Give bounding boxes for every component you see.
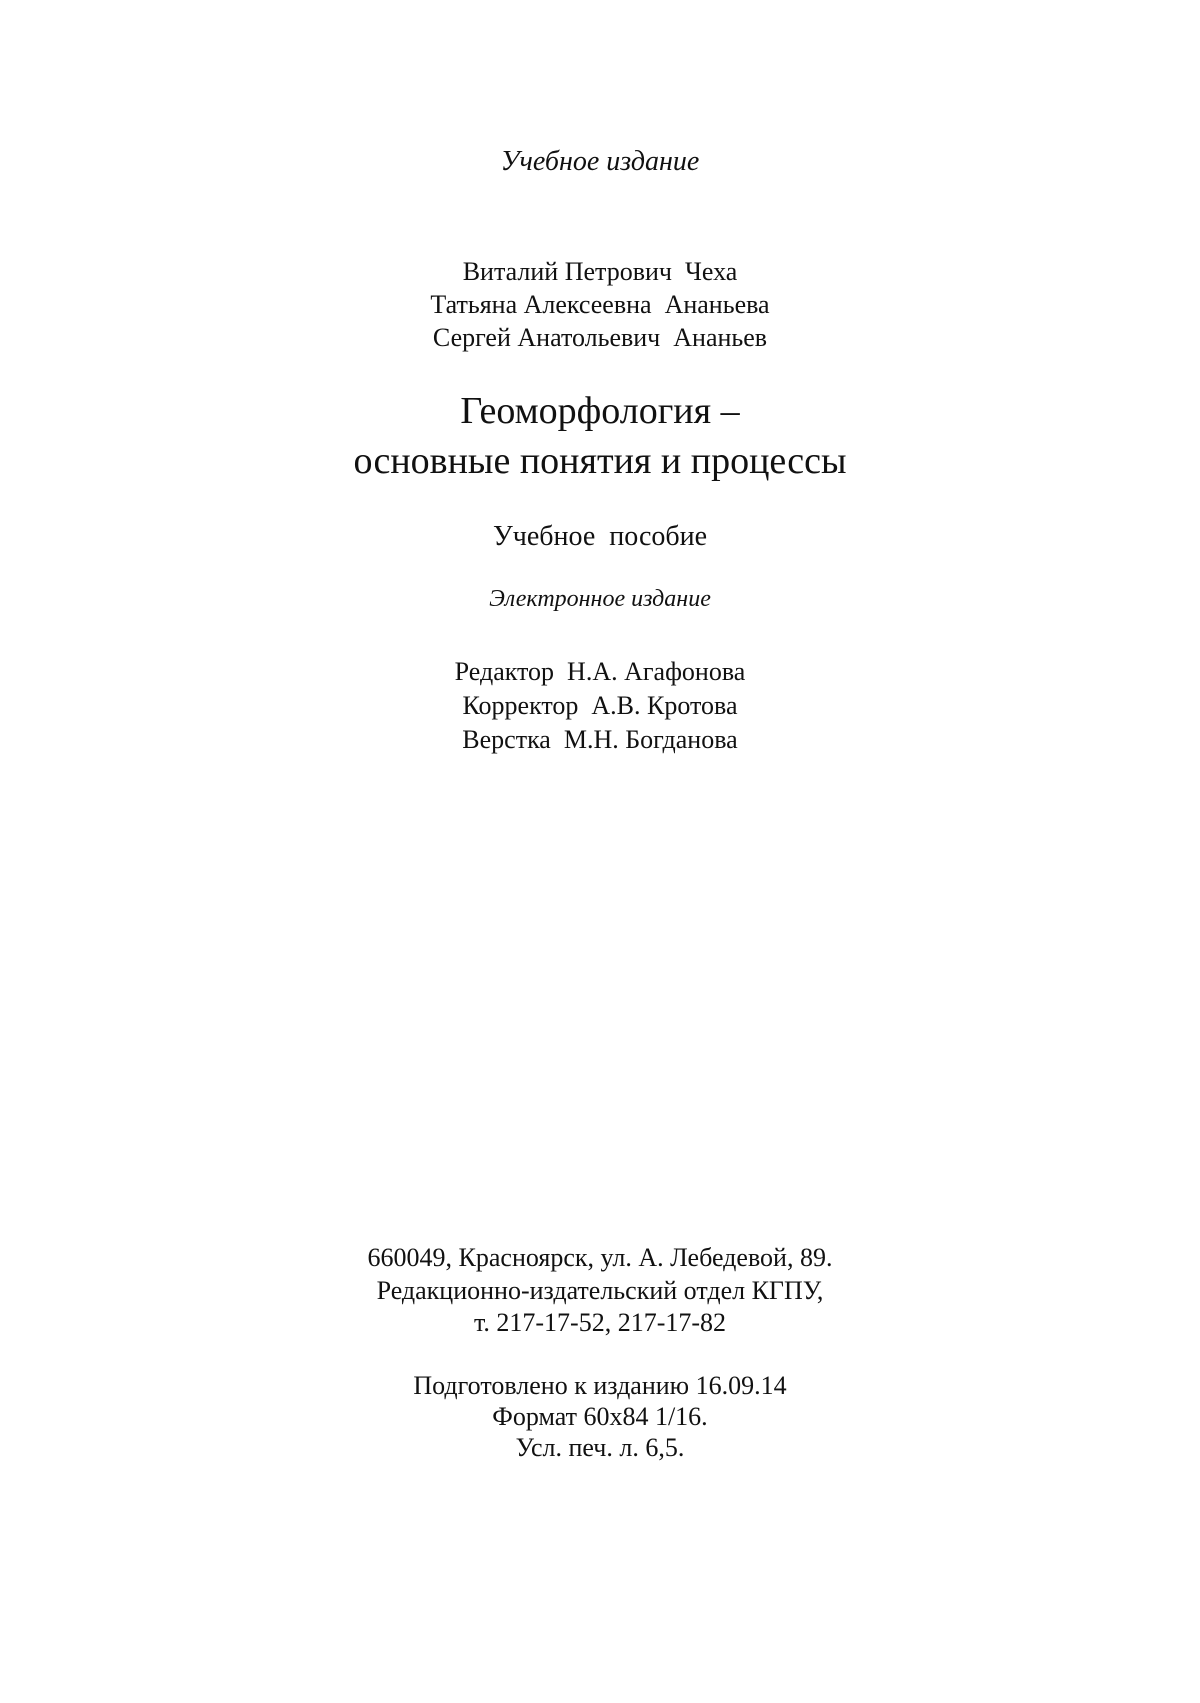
subtitle: Учебное пособие — [492, 521, 708, 552]
publisher-address: 660049, Красноярск, ул. А. Лебедевой, 89. — [367, 1243, 833, 1272]
title-line-2: основные понятия и процессы — [353, 440, 847, 482]
author-3: Сергей Анатольевич Ананьев — [432, 323, 768, 352]
publisher-phones: т. 217-17-52, 217-17-82 — [473, 1308, 727, 1337]
credit-layout: Верстка М.Н. Богданова — [462, 725, 738, 754]
imprint-prepared: Подготовлено к изданию 16.09.14 — [413, 1371, 787, 1400]
author-1: Виталий Петрович Чеха — [462, 257, 738, 286]
edition-type: Учебное издание — [500, 146, 700, 177]
author-2: Татьяна Алексеевна Ананьева — [430, 290, 770, 319]
credit-editor: Редактор Н.А. Агафонова — [454, 657, 746, 686]
imprint-format: Формат 60х84 1/16. — [492, 1402, 708, 1431]
electronic-note: Электронное издание — [489, 586, 711, 612]
credit-proofreader: Корректор А.В. Кротова — [462, 691, 738, 720]
imprint-print-sheets: Усл. печ. л. 6,5. — [515, 1433, 685, 1462]
publisher-department: Редакционно-издательский отдел КГПУ, — [376, 1276, 824, 1305]
title-line-1: Геоморфология – — [460, 390, 740, 432]
